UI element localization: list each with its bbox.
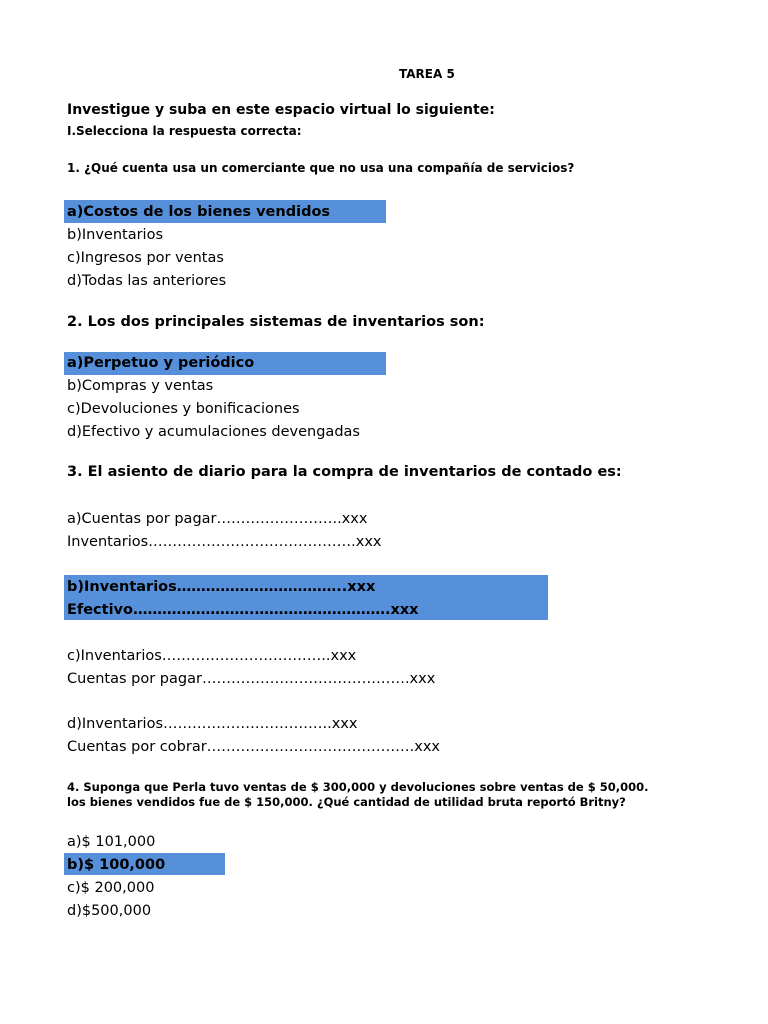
q1-option-c: c)Ingresos por ventas [67,250,224,266]
q3-option-d-line2: Cuentas por cobrar…………………………………….xxx [67,739,441,755]
page-title: TAREA 5 [399,67,455,81]
question-3: 3. El asiento de diario para la compra de inventarios de contado es: [67,464,622,480]
q3-option-b-line1: b)Inventarios……………………………..xxx [67,579,376,595]
question-2: 2. Los dos principales sistemas de inventarios son: [67,314,485,330]
q3-option-a-line1: a)Cuentas por pagar……………………..xxx [67,511,368,527]
q3-option-a-line2: Inventarios…………………………………….xxx [67,534,382,550]
q4-option-d: d)$500,000 [67,903,152,919]
q4-option-a: a)$ 101,000 [67,834,156,850]
question-1: 1. ¿Qué cuenta usa un comerciante que no usa una compañía de servicios? [67,161,575,175]
q3-option-c-line2: Cuentas por pagar…………………………………….xxx [67,671,436,687]
q4-option-b: b)$ 100,000 [67,857,166,873]
q1-option-b: b)Inventarios [67,227,164,243]
q2-option-c: c)Devoluciones y bonificaciones [67,401,300,417]
question-4-line2: los bienes vendidos fue de $ 150,000. ¿Qué cantidad de utilidad bruta reportó Britny? [67,795,626,809]
q4-option-c: c)$ 200,000 [67,880,155,896]
q1-option-d: d)Todas las anteriores [67,273,227,289]
q3-option-b-line2: Efectivo…………………….……………………….xxx [67,602,419,618]
q3-option-d-line1: d)Inventarios……………………………..xxx [67,716,358,732]
q2-option-a: a)Perpetuo y periódico [67,355,255,371]
q2-option-d: d)Efectivo y acumulaciones devengadas [67,424,360,440]
q2-option-b: b)Compras y ventas [67,378,214,394]
q1-option-a: a)Costos de los bienes vendidos [67,204,331,220]
q3-option-c-line1: c)Inventarios……………………………..xxx [67,648,357,664]
question-4-line1: 4. Suponga que Perla tuvo ventas de $ 300,000 y devoluciones sobre ventas de $ 50,000. [67,780,649,794]
section-heading: I.Selecciona la respuesta correcta: [67,124,302,138]
intro-text: Investigue y suba en este espacio virtual lo siguiente: [67,102,495,118]
